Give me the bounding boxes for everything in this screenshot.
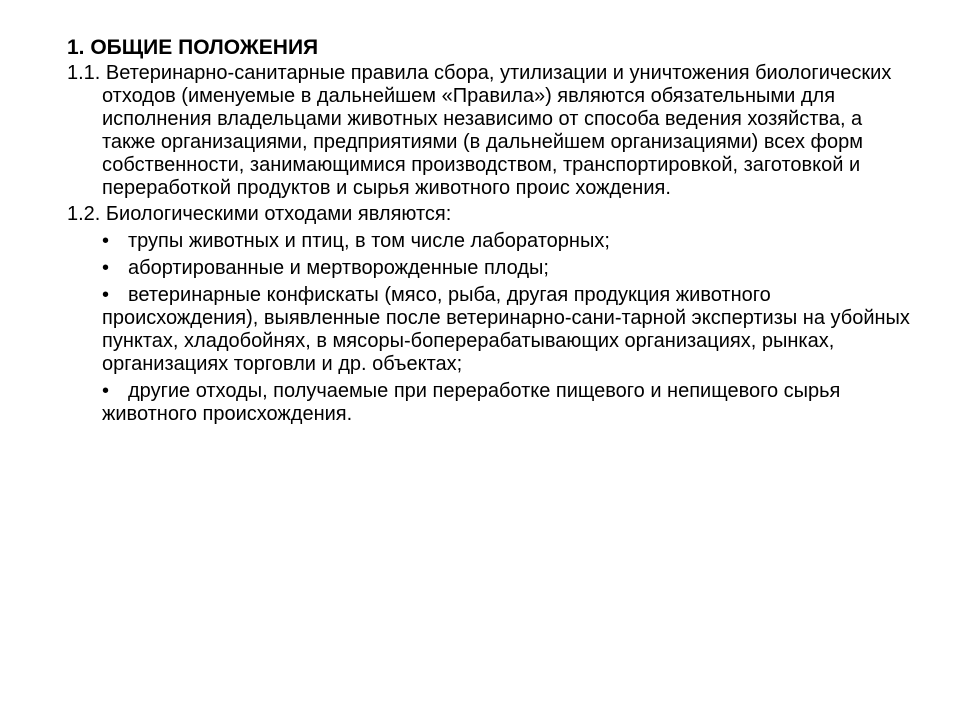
list-item-text: другие отходы, получаемые при переработке пищевого и непищевого сырья животного происхождения.: [102, 380, 841, 425]
bullet-icon: •: [102, 257, 110, 279]
biological-waste-list: [67, 230, 920, 426]
bullet-icon: •: [102, 230, 110, 252]
list-item: [102, 230, 920, 253]
list-item: [102, 380, 920, 426]
section-heading: 1. ОБЩИЕ ПОЛОЖЕНИЯ: [67, 36, 319, 59]
clause-1-1: 1.1. Ветеринарно-санитарные правила сбора, утилизации и уничтожения биологических отходов (именуемые в дальнейшем «Правила») являются обязательными для исполнения владельцами животных независимо от способа ведения хозяйства, а также организациями, предприятиями (в дальнейшем организациями) всех форм собственности, занимающимися производством, транспортировкой, заготовкой и переработкой продуктов и сырья животного проис хождения.: [67, 62, 892, 199]
list-item-text: абортированные и мертворожденные плоды;: [128, 257, 549, 279]
list-item: [102, 284, 920, 376]
clause-1-2: 1.2. Биологическими отходами являются:: [67, 203, 452, 225]
list-item: [102, 257, 920, 280]
bullet-icon: •: [102, 284, 110, 306]
bullet-icon: •: [102, 380, 110, 402]
list-item-text: трупы животных и птиц, в том числе лабораторных;: [128, 230, 610, 252]
list-item-text: ветеринарные конфискаты (мясо, рыба, другая продукция животного происхождения), выявленные после ветеринарно-сани-тарной экспертизы на убойных пунктах, хладобойнях, в мясоры-боперерабатывающих организациях, рынках, организациях торговли и др. объектах;: [102, 284, 910, 375]
